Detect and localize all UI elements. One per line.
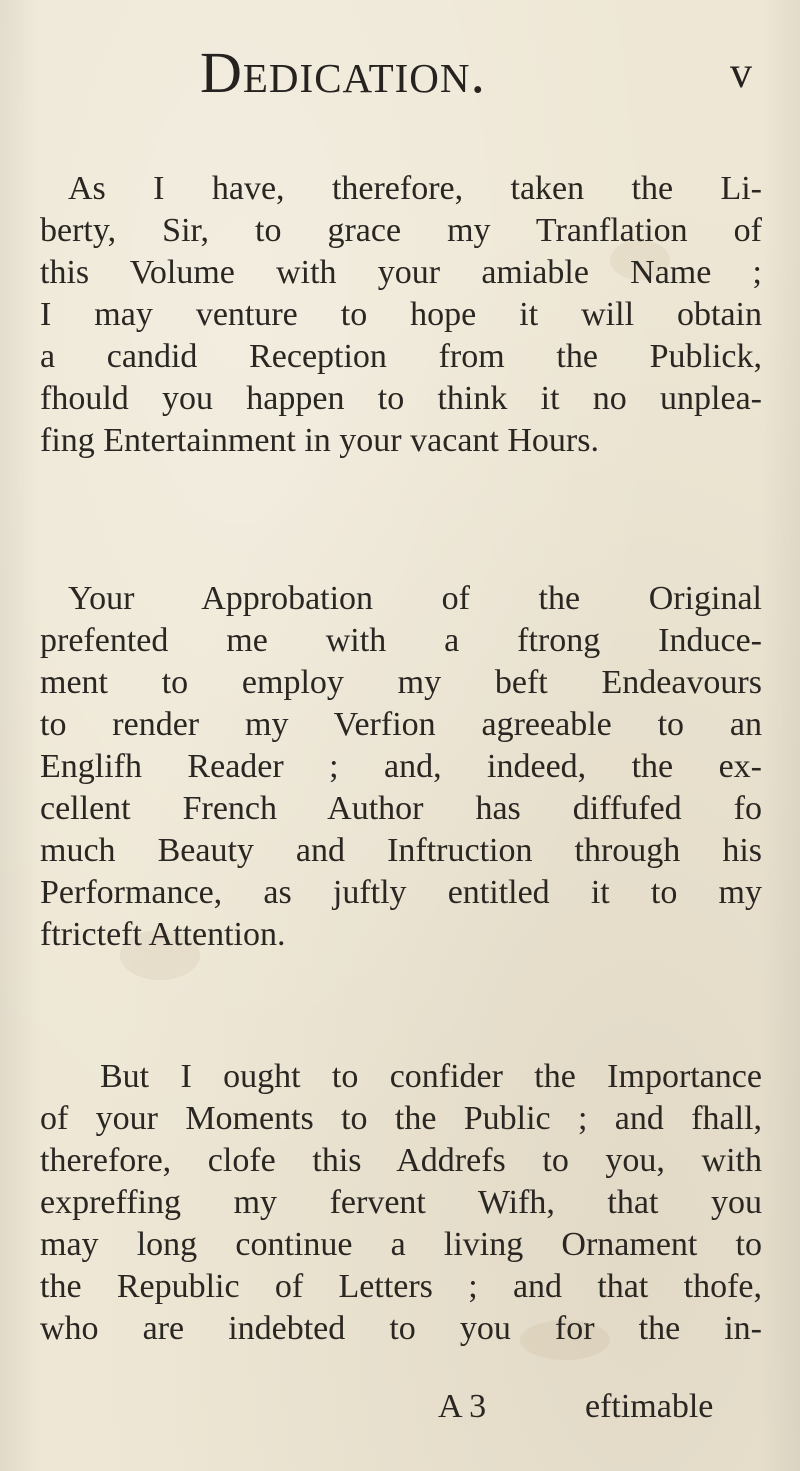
text-line: the Republic of Letters ; and that thofe, (40, 1268, 762, 1305)
page-number: v (730, 48, 752, 97)
page-header (0, 38, 800, 108)
text-line: to render my Verfion agreeable to an (40, 706, 762, 743)
paragraph-2 (40, 578, 762, 956)
text-line: Performance, as juftly entitled it to my (40, 874, 762, 911)
signature-mark: A 3 (438, 1388, 487, 1425)
text-line: ftricteft Attention. (40, 916, 286, 953)
text-line: fing Entertainment in your vacant Hours. (40, 422, 599, 459)
text-line: prefented me with a ftrong Induce- (40, 622, 762, 659)
running-title: Dedication. (200, 40, 487, 105)
text-line: therefore, clofe this Addrefs to you, with (40, 1142, 762, 1179)
paragraph-3 (40, 1056, 762, 1350)
text-line: As I have, therefore, taken the Li- (68, 170, 762, 207)
text-line: may long continue a living Ornament to (40, 1226, 762, 1263)
text-line: much Beauty and Inftruction through his (40, 832, 762, 869)
text-line: Your Approbation of the Original (68, 580, 762, 617)
text-line: ment to employ my beft Endeavours (40, 664, 762, 701)
text-line: a candid Reception from the Publick, (40, 338, 762, 375)
catchword: eftimable (585, 1388, 714, 1425)
paragraph-1 (40, 168, 762, 462)
page-footer (0, 1385, 800, 1429)
text-line: expreffing my fervent Wifh, that you (40, 1184, 762, 1221)
text-line: I may venture to hope it will obtain (40, 296, 762, 333)
text-line: of your Moments to the Public ; and fhall, (40, 1100, 762, 1137)
text-line: who are indebted to you for the in- (40, 1310, 762, 1347)
text-line: cellent French Author has diffufed fo (40, 790, 762, 827)
text-line: this Volume with your amiable Name ; (40, 254, 762, 291)
text-line: But I ought to confider the Importance (100, 1058, 762, 1095)
text-line: fhould you happen to think it no unplea- (40, 380, 762, 417)
text-line: berty, Sir, to grace my Tranflation of (40, 212, 762, 249)
text-line: Englifh Reader ; and, indeed, the ex- (40, 748, 762, 785)
